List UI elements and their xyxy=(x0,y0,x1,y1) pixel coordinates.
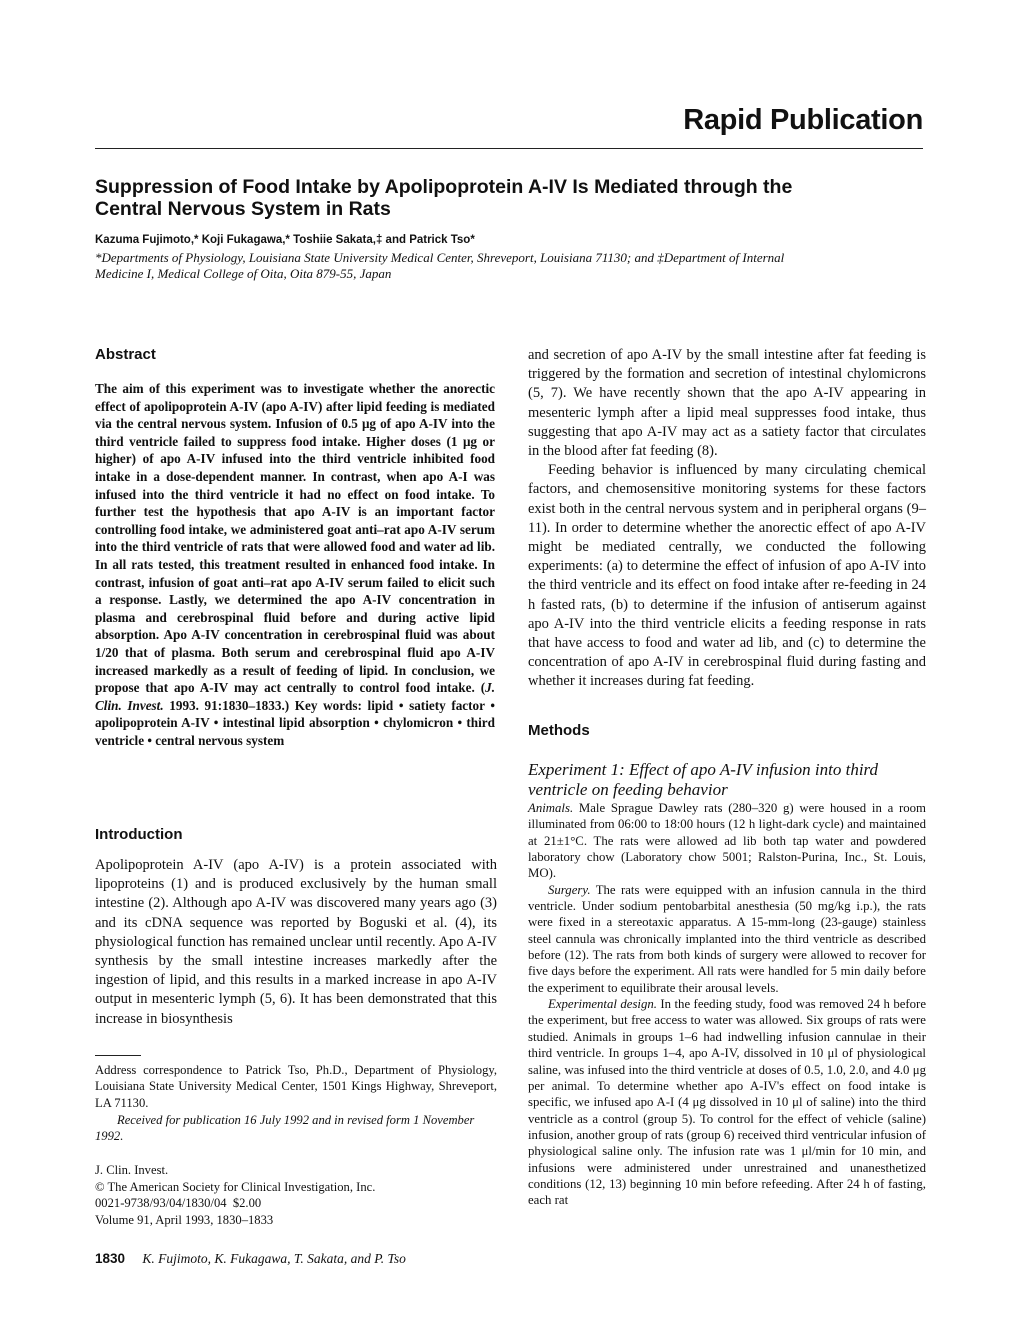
section-label: Rapid Publication xyxy=(683,104,923,136)
animals-text: Male Sprague Dawley rats (280–320 g) were housed in a room illuminated from 06:00 to 18:00 hours (12 h light-dark cycle) and maintained at 21±1°C. The rats were allowed ad lib both tap water and powdered laboratory chow (Laboratory chow 5001; Ralston-Purina, Inc., St. Louis, MO). xyxy=(528,801,926,881)
footer-authors: K. Fujimoto, K. Fukagawa, T. Sakata, and P. Tso xyxy=(142,1251,406,1266)
received-footnote: Received for publication 16 July 1992 and in revised form 1 November 1992. xyxy=(95,1113,475,1144)
introduction-heading: Introduction xyxy=(95,826,183,843)
introduction-body: Apolipoprotein A-IV (apo A-IV) is a protein associated with lipoproteins (1) and is produced exclusively by the human small intestine (2). Although apo A-IV was discovered many years ago (3) and its cDNA sequence was reported by Boguski et al. (4), its physiological function has remained unclear until recently. Apo A-IV synthesis by the small intestine increases markedly after the ingestion of lipid, and this results in a marked increase in apo A-IV output in mesenteric lymph (5, 6). It has been demonstrated that this increase in biosynthesis xyxy=(95,857,497,1027)
author-list: Kazuma Fujimoto,* Koji Fukagawa,* Toshiie Sakata,‡ and Patrick Tso* xyxy=(95,234,475,246)
surgery-text: The rats were equipped with an infusion cannula in the third ventricle. Under sodium pentobarbital anesthesia (50 mg/kg i.p.), the rats were fixed in a stereotaxic apparatus. A 15-mm-long (23-gauge) stainless steel cannula was chronically implanted into the third ventricle as described before (12). The rats from both kinds of surgery were allowed to recover for five days before the experiment. All rats were handled for 5 min daily before the experiment to equilibrate their arousal levels. xyxy=(528,882,926,995)
surgery-label: Surgery. xyxy=(548,882,591,897)
keyword: lipid xyxy=(367,697,394,713)
citation-open: ( xyxy=(474,680,486,696)
keyword: apolipoprotein A-IV xyxy=(95,715,210,731)
right-column xyxy=(528,346,927,1208)
article-title: Suppression of Food Intake by Apolipoprotein A-IV Is Mediated through the Central Nervous System in Rats xyxy=(95,176,793,220)
header-rule xyxy=(95,148,923,149)
keyword-separator: • xyxy=(453,715,467,731)
affiliations: *Departments of Physiology, Louisiana State University Medical Center, Shreveport, Louisiana 71130; and ‡Department of Internal Medicine I, Medical College of Oita, Oita 879-55, Japan xyxy=(95,250,785,281)
volume-line: Volume 91, April 1993, 1830–1833 xyxy=(95,1212,274,1227)
copyright-line: © The American Society for Clinical Investigation, Inc. xyxy=(95,1179,376,1194)
methods-heading: Methods xyxy=(528,722,590,739)
methods-body xyxy=(528,800,926,1209)
abstract-body xyxy=(95,380,495,749)
abstract-text: The aim of this experiment was to investigate whether the anorectic effect of apolipoprotein A-IV (apo A-IV) after lipid feeding is mediated via the central nervous system. Infusion of 0.5 μg of apo A-IV into the third ventricle failed to suppress food intake. Higher doses (1 μg or higher) of apo A-IV infused into the third ventricle inhibited food intake in a dose-dependent manner. In contrast, when apo A-I was infused into the third ventricle it had no effect on food intake. To further test the hypothesis that apo A-IV is an important factor controlling food intake, we administered goat anti–rat apo A-IV serum into the third ventricle of rats that were allowed food and water ad lib. In all rats tested, this treatment resulted in enhanced food intake. In contrast, infusion of goat anti–rat apo A-IV serum failed to elicit such a response. Lastly, we determined the apo A-IV concentration in plasma and cerebrospinal fluid before and during active lipid absorption. Apo A-IV concentration in cerebrospinal fluid was about 1/20 that of plasma. Both serum and cerebrospinal fluid apo A-IV increased markedly as a result of feeding of lipid. In conclusion, we propose that apo A-IV may act centrally to control food intake. xyxy=(95,381,495,696)
citation-rest: 1993. 91:1830–1833.) Key words: xyxy=(163,697,368,713)
page-number: 1830 xyxy=(95,1251,126,1266)
footnote-rule xyxy=(95,1055,141,1056)
design-label: Experimental design. xyxy=(548,997,657,1012)
animals-paragraph xyxy=(528,800,926,882)
design-paragraph xyxy=(528,996,926,1208)
keyword-separator: • xyxy=(484,697,495,713)
keyword: third ventricle xyxy=(95,715,495,748)
design-text: In the feeding study, food was removed 24 h before the experiment, but free access to water was allowed. Six groups of rats were studied. Animals in groups 1–6 had indwelling infusion cannulae in their third ventricle. In groups 1–4, apo A-IV, dissolved in 10 μl of physiological saline, was infused into the third ventricle at doses of 0.5, 1.0, 2.0, and 4.0 μg per animal. To determine whether apo A-IV's effect on food intake is specific, we infused apo A-I (4 μg dissolved in 10 μl of saline) into the third ventricle as a control (group 5). To control for the effect of vehicle (saline) infusion, another group of rats (group 6) received third ventricular infusion of physiological saline only. The infusion rate was 1 μl/min for 10 min, and infusions were administered under unrestrained and unanesthetized conditions (12, 13) beginning 10 min before refeeding. After 24 h of fasting, each rat xyxy=(528,997,927,1208)
keyword: central nervous system xyxy=(155,732,285,748)
keyword-separator: • xyxy=(393,697,410,713)
intro-paragraph-continued: and secretion of apo A-IV by the small intestine after fat feeding is triggered by the formation and secretion of intestinal chylomicrons (5, 7). We have recently shown that the apo A-IV appearing in mesenteric lymph after a lipid meal suppresses food intake, thus suggesting that apo A-IV may act as a satiety factor that circulates in the blood after fat feeding (8). xyxy=(528,347,926,460)
citation-footnote xyxy=(95,1162,497,1228)
keyword: satiety factor xyxy=(409,697,485,713)
issn-line: 0021-9738/93/04/1830/04 $2.00 xyxy=(95,1196,262,1211)
experiment-1-heading: Experiment 1: Effect of apo A-IV infusion into third ventricle on feeding behavior xyxy=(528,760,879,799)
intro-paragraph-feeding: Feeding behavior is influenced by many circulating chemical factors, and chemosensitive monitoring systems for these factors exist both in the central nervous system and in peripheral organs (9–11). In order to determine whether the anorectic effect of apo A-IV might be mediated centrally, we conducted the following experiments: (a) to determine the effect of infusion of apo A-IV into the third ventricle and its effect on food intake after re-feeding in 24 h fasted rats, (b) to determine if the infusion of antiserum against apo A-IV into the third ventricle elicits a feeding response in rats that have access to food and water ad lib, and (c) to determine the concentration of apo A-IV in cerebrospinal fluid during fasting and whether it increases during fat feeding. xyxy=(528,462,926,690)
correspondence-footnote: Address correspondence to Patrick Tso, Ph.D., Department of Physiology, Louisiana State University Medical Center, 1501 Kings Highway, Shreveport, LA 71130. xyxy=(95,1063,497,1110)
journal-abbrev: J. Clin. Invest. xyxy=(95,1163,169,1177)
citation-journal: J. Clin. Invest. xyxy=(95,680,495,713)
page-footer xyxy=(95,1251,406,1267)
keyword-separator: • xyxy=(369,715,384,731)
keyword-separator: • xyxy=(144,732,156,748)
surgery-paragraph xyxy=(528,882,926,996)
abstract-heading: Abstract xyxy=(95,346,156,363)
keyword: chylomicron xyxy=(383,715,454,731)
keyword: intestinal lipid absorption xyxy=(222,715,370,731)
keyword-separator: • xyxy=(209,715,223,731)
animals-label: Animals. xyxy=(528,801,574,815)
